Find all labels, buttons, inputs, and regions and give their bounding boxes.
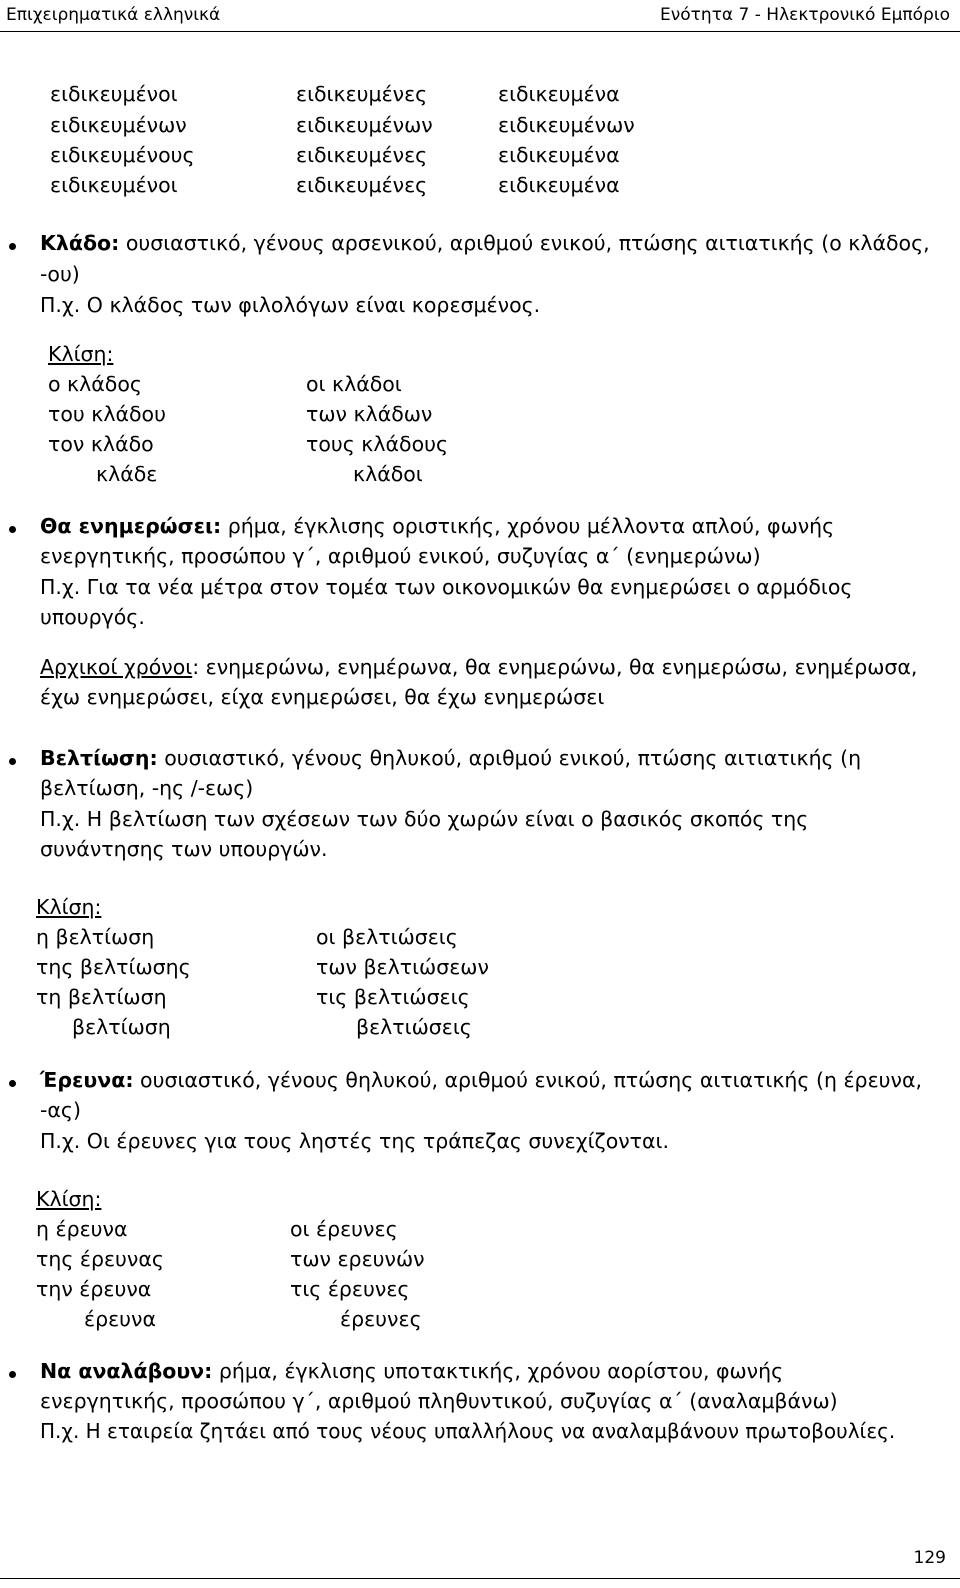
singular-form: η έρευνα xyxy=(36,1217,128,1241)
bullet-icon xyxy=(9,526,16,533)
table-cell: ειδικευμένους xyxy=(50,143,195,167)
entry-desc-cont: -ας) xyxy=(40,1098,81,1122)
table-cell: ειδικευμένων xyxy=(498,113,635,137)
singular-form: τον κλάδο xyxy=(48,432,154,456)
entry-term: Έρευνα: xyxy=(40,1068,134,1092)
klisi-label: Κλίση: xyxy=(36,1187,102,1211)
singular-form: τη βελτίωση xyxy=(36,985,167,1009)
entry-example: Π.χ. Η εταιρεία ζητάει από τους νέους υπαλλήλους να αναλαμβάνουν πρωτοβουλίες. xyxy=(40,1419,896,1443)
plural-form: τις βελτιώσεις xyxy=(316,985,470,1009)
entry-example: Π.χ. Για τα νέα μέτρα στον τομέα των οικονομικών θα ενημερώσει ο αρμόδιος xyxy=(40,575,853,599)
entry-desc: ρήμα, έγκλισης υποτακτικής, χρόνου αορίστου, φωνής xyxy=(218,1359,784,1383)
singular-form: της βελτίωσης xyxy=(36,955,191,979)
singular-form: κλάδε xyxy=(96,462,158,486)
entry-example-cont: συνάντησης των υπουργών. xyxy=(40,837,328,861)
entry-desc-cont: ενεργητικής, προσώπου γ΄, αριθμού πληθυντικού, συζυγίας α΄ (αναλαμβάνω) xyxy=(40,1389,838,1413)
plural-form: έρευνες xyxy=(340,1307,422,1331)
entry-term: Θα ενημερώσει: xyxy=(40,514,222,538)
singular-form: έρευνα xyxy=(84,1307,157,1331)
plural-form: των κλάδων xyxy=(306,402,433,426)
entry-desc-cont: βελτίωση, -ης /-εως) xyxy=(40,776,254,800)
table-cell: ειδικευμένα xyxy=(498,143,620,167)
plural-form: οι κλάδοι xyxy=(306,372,402,396)
bullet-icon xyxy=(9,758,16,765)
entry-example: Π.χ. Η βελτίωση των σχέσεων των δύο χωρών είναι ο βασικός σκοπός της xyxy=(40,807,809,831)
header-left-title: Επιχειρηματικά ελληνικά xyxy=(6,5,221,25)
entry-desc-cont: -ου) xyxy=(40,262,80,286)
singular-form: την έρευνα xyxy=(36,1277,152,1301)
entry-desc: ρήμα, έγκλισης οριστικής, χρόνου μέλλοντα απλού, φωνής xyxy=(227,514,835,538)
table-cell: ειδικευμένες xyxy=(296,173,428,197)
table-cell: ειδικευμένες xyxy=(296,82,428,106)
plural-form: οι έρευνες xyxy=(290,1217,398,1241)
klisi-label: Κλίση: xyxy=(36,895,102,919)
tenses-list-cont: έχω ενημερώσει, είχα ενημερώσει, θα έχω ενημερώσει xyxy=(40,685,605,709)
bullet-icon xyxy=(9,243,16,250)
entry-term: Κλάδο: xyxy=(40,231,120,255)
singular-form: ο κλάδος xyxy=(48,372,142,396)
plural-form: των βελτιώσεων xyxy=(316,955,489,979)
entry-term: Να αναλάβουν: xyxy=(40,1359,213,1383)
plural-form: κλάδοι xyxy=(353,462,423,486)
entry-term: Βελτίωση: xyxy=(40,746,158,770)
singular-form: του κλάδου xyxy=(48,402,166,426)
table-cell: ειδικευμένοι xyxy=(50,82,178,106)
page-number: 129 xyxy=(913,1548,946,1568)
bullet-icon xyxy=(9,1080,16,1087)
bullet-icon xyxy=(9,1371,16,1378)
entry-example-cont: υπουργός. xyxy=(40,605,145,629)
plural-form: βελτιώσεις xyxy=(356,1015,472,1039)
table-cell: ειδικευμένοι xyxy=(50,173,178,197)
tenses-list: : ενημερώνω, ενημέρωνα, θα ενημερώνω, θα ενημερώσω, ενημέρωσα, xyxy=(192,655,918,679)
klisi-label: Κλίση: xyxy=(48,342,114,366)
plural-form: των ερευνών xyxy=(290,1247,425,1271)
entry-example: Π.χ. Ο κλάδος των φιλολόγων είναι κορεσμένος. xyxy=(40,293,541,317)
entry-desc-cont: ενεργητικής, προσώπου γ΄, αριθμού ενικού, συζυγίας α΄ (ενημερώνω) xyxy=(40,544,761,568)
header-right-title: Ενότητα 7 - Ηλεκτρονικό Εμπόριο xyxy=(660,5,950,25)
entry-example: Π.χ. Οι έρευνες για τους ληστές της τράπεζας συνεχίζονται. xyxy=(40,1129,669,1153)
plural-form: τους κλάδους xyxy=(306,432,448,456)
entry-desc: ουσιαστικό, γένους αρσενικού, αριθμού ενικού, πτώσης αιτιατικής (ο κλάδος, xyxy=(125,231,930,255)
entry-desc: ουσιαστικό, γένους θηλυκού, αριθμού ενικού, πτώσης αιτιατικής (η xyxy=(164,746,862,770)
table-cell: ειδικευμένες xyxy=(296,143,428,167)
table-cell: ειδικευμένων xyxy=(296,113,433,137)
entry-desc: ουσιαστικό, γένους θηλυκού, αριθμού ενικού, πτώσης αιτιατικής (η έρευνα, xyxy=(140,1068,922,1092)
tenses-label: Αρχικοί χρόνοι xyxy=(40,655,193,679)
header-rule xyxy=(0,31,960,32)
singular-form: βελτίωση xyxy=(72,1015,171,1039)
page-header xyxy=(0,0,960,34)
plural-form: οι βελτιώσεις xyxy=(316,925,458,949)
singular-form: της έρευνας xyxy=(36,1247,164,1271)
table-cell: ειδικευμένα xyxy=(498,173,620,197)
plural-form: τις έρευνες xyxy=(290,1277,410,1301)
table-cell: ειδικευμένα xyxy=(498,82,620,106)
singular-form: η βελτίωση xyxy=(36,925,155,949)
footer-rule xyxy=(0,1578,960,1579)
table-cell: ειδικευμένων xyxy=(50,113,187,137)
